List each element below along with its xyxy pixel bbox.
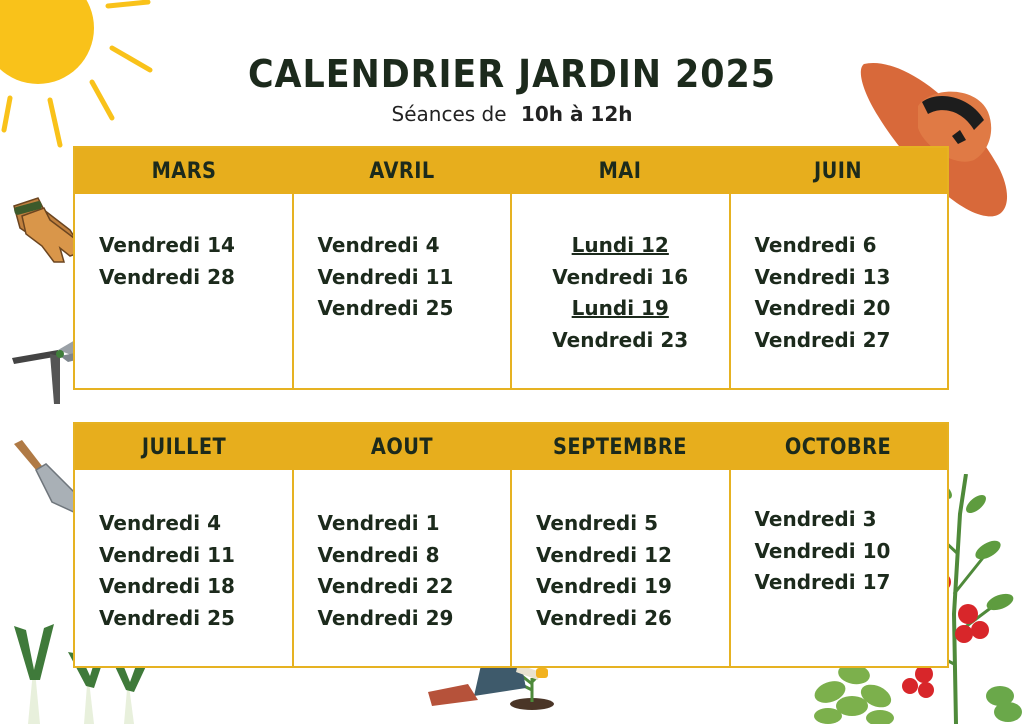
session-date: Vendredi 4	[317, 233, 440, 257]
month-header-mars: MARS	[151, 158, 217, 184]
session-date: Vendredi 20	[754, 296, 891, 320]
session-date: Vendredi 19	[536, 574, 672, 598]
session-date: Vendredi 26	[536, 605, 672, 630]
subtitle-prefix: Séances de	[391, 102, 507, 126]
session-hours: 10h à 12h	[520, 102, 633, 126]
month-header-septembre: SEPTEMBRE	[553, 434, 687, 460]
month-column-aout	[292, 470, 511, 666]
session-date: Vendredi 29	[317, 605, 454, 630]
session-date: Vendredi 25	[99, 605, 235, 630]
page-subtitle	[0, 102, 1024, 126]
month-header-juillet: JUILLET	[141, 434, 227, 460]
session-date: Vendredi 10	[754, 538, 891, 563]
month-column-octobre	[729, 470, 948, 666]
session-date: Vendredi 6	[754, 233, 877, 257]
session-date: Vendredi 23	[552, 327, 689, 352]
session-date: Vendredi 25	[317, 296, 454, 320]
month-column-mars	[75, 194, 292, 388]
session-date: Vendredi 28	[99, 264, 235, 289]
month-column-juin	[729, 194, 948, 388]
month-column-septembre	[510, 470, 729, 666]
month-column-juillet	[75, 470, 292, 666]
session-date: Vendredi 8	[317, 542, 440, 567]
session-date: Vendredi 3	[754, 507, 877, 531]
calendar-table-summer-autumn	[73, 422, 949, 668]
session-date: Vendredi 11	[317, 264, 454, 289]
session-date: Vendredi 17	[754, 570, 891, 594]
month-header-avril: AVRIL	[369, 158, 435, 184]
calendar-table-spring	[73, 146, 949, 390]
month-header-row	[75, 148, 947, 194]
session-date-monday: Lundi 12	[571, 233, 669, 257]
session-date: Vendredi 1	[317, 511, 440, 535]
month-header-aout: AOUT	[370, 434, 434, 460]
month-header-row	[75, 424, 947, 470]
session-date: Vendredi 11	[99, 542, 235, 567]
session-date: Vendredi 27	[754, 327, 891, 352]
session-date: Vendredi 4	[99, 511, 221, 535]
month-header-octobre: OCTOBRE	[784, 434, 892, 460]
session-date: Vendredi 12	[536, 542, 672, 567]
month-column-mai	[510, 194, 729, 388]
session-date: Vendredi 13	[754, 264, 891, 289]
month-column-avril	[292, 194, 511, 388]
session-date: Vendredi 5	[536, 511, 658, 535]
month-header-mai: MAI	[598, 158, 642, 184]
session-date: Vendredi 18	[99, 574, 235, 598]
month-header-juin: JUIN	[813, 158, 863, 184]
page-title: CALENDRIER JARDIN 2025	[247, 52, 777, 96]
session-date: Vendredi 16	[552, 264, 689, 289]
session-date-monday: Lundi 19	[571, 296, 669, 320]
session-date: Vendredi 22	[317, 574, 454, 598]
session-date: Vendredi 14	[99, 233, 235, 257]
